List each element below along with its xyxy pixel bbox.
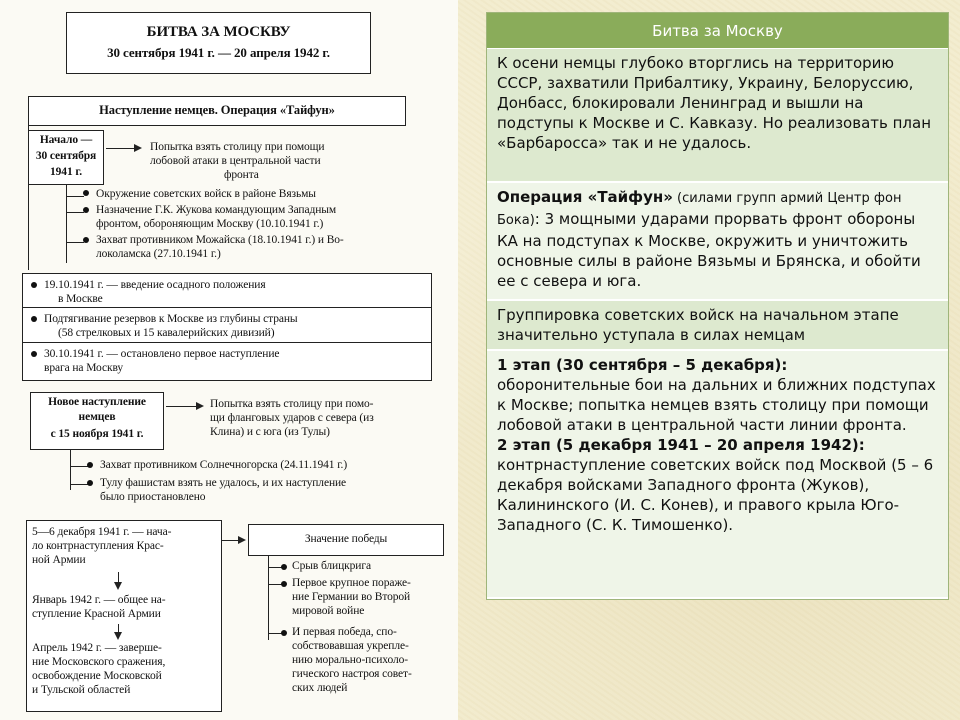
counter2-line-1: Январь 1942 г. — общее на- xyxy=(32,594,166,606)
event1-3a: Захват противником Можайска (18.10.1941 г.) и Во- xyxy=(96,234,344,246)
stage2-label: 2 этап (5 декабря 1941 – 20 апреля 1942): xyxy=(497,436,865,454)
attempt2-line-3: Клина) и с юга (из Тулы) xyxy=(210,426,330,438)
counter1-line-3: ной Армии xyxy=(32,554,86,566)
row-stages xyxy=(487,351,948,599)
new-offensive-line-1: Новое наступление xyxy=(48,396,146,408)
attempt1-line-1: Попытка взять столицу при помощи xyxy=(150,141,325,153)
stage2-text: контрнаступление советских войск под Москвой (5 – 6 декабря войсками Западного фронта (Жуков), Калининского (И. С. Конев), и правого крыла Юго-Западного (С. К. Тимошенко). xyxy=(497,456,934,534)
significance-3b: собствовавшая укрепле- xyxy=(292,640,409,652)
stage1-label: 1 этап (30 сентября – 5 декабря): xyxy=(497,356,788,374)
significance-1: Срыв блицкрига xyxy=(292,560,371,572)
significance-3e: ских людей xyxy=(292,682,348,694)
start-line-2: 30 сентября xyxy=(35,150,97,162)
event2-1a: 19.10.1941 г. — введение осадного положения xyxy=(44,279,266,291)
counter3-line-1: Апрель 1942 г. — заверше- xyxy=(32,642,162,654)
typhoon-forces: (силами групп армий Центр фон Бока) xyxy=(497,191,902,228)
event2-2b: (58 стрелковых и 15 кавалерийских дивизий) xyxy=(58,327,275,339)
significance-header: Значение победы xyxy=(304,533,388,545)
significance-2c: мировой войне xyxy=(292,605,365,617)
offensive-header: Наступление немцев. Операция «Тайфун» xyxy=(99,103,335,117)
title-box xyxy=(66,12,371,74)
event3-2b: было приостановлено xyxy=(100,491,206,503)
counter2-line-2: ступление Красной Армии xyxy=(32,608,161,620)
typhoon-plan: : 3 мощными ударами прорвать фронт обороны КА на подступах к Москве, окружить и уничтожить основные силы в районе Вязьмы и Брянска, и обойти ее с севера и юга. xyxy=(497,210,921,290)
row-typhoon xyxy=(487,183,948,301)
attempt1-line-2: лобовой атаки в центральной части xyxy=(150,155,321,167)
attempt1-line-3: фронта xyxy=(224,169,259,181)
event2-3a: 30.10.1941 г. — остановлено первое наступление xyxy=(44,348,280,360)
table-title: Битва за Москву xyxy=(487,13,948,49)
scan-title-dates: 30 сентября 1941 г. — 20 апреля 1942 г. xyxy=(107,45,330,60)
attempt2-line-2: щи фланговых ударов с севера (из xyxy=(210,412,374,424)
stage1-text: оборонительные бои на дальних и ближних подступах к Москве; попытка немцев взять столицу при помощи лобовой атаки в центральной части линии фронта. xyxy=(497,376,936,434)
typhoon-label: Операция «Тайфун» xyxy=(497,188,673,206)
event3-2a: Тулу фашистам взять не удалось, и их наступление xyxy=(100,477,347,489)
event1-1: Окружение советских войск в районе Вязьмы xyxy=(96,188,316,200)
new-offensive-line-3: с 15 ноября 1941 г. xyxy=(50,428,144,440)
event1-3b: локоламска (27.10.1941 г.) xyxy=(96,248,221,260)
event3-1: Захват противником Солнечногорска (24.11.1941 г.) xyxy=(100,459,348,471)
counter1-line-2: ло контрнаступления Крас- xyxy=(32,540,164,552)
event2-3b: врага на Москву xyxy=(44,362,124,374)
counter3-line-3: освобождение Московской xyxy=(32,670,162,682)
schema-scan xyxy=(0,0,458,720)
event1-2b: фронтом, обороняющим Москву (10.10.1941 г.) xyxy=(96,218,324,230)
start-line-1: Начало — xyxy=(39,134,93,146)
scan-title: БИТВА ЗА МОСКВУ xyxy=(146,24,291,40)
row-background-text: К осени немцы глубоко вторглись на территорию СССР, захватили Прибалтику, Украину, Белоруссию, Донбасс, блокировали Ленинград и вышли на подступы к Москве и С. Кавказу. Но реализовать план «Барбаросса» так и не удалось. xyxy=(497,54,932,152)
forces-text: Группировка советских войск на начальном этапе значительно уступала в силах немцам xyxy=(497,306,899,344)
row-forces xyxy=(487,301,948,351)
event2-2a: Подтягивание резервов к Москве из глубины страны xyxy=(44,313,298,325)
significance-3a: И первая победа, спо- xyxy=(292,626,397,638)
significance-2b: ние Германии во Второй xyxy=(292,591,411,603)
counter3-line-2: ние Московского сражения, xyxy=(32,656,166,668)
significance-3c: нию морально-психоло- xyxy=(292,654,409,666)
counter1-line-1: 5—6 декабря 1941 г. — нача- xyxy=(32,526,172,538)
battle-summary-table xyxy=(486,12,949,600)
attempt2-line-1: Попытка взять столицу при помо- xyxy=(210,398,374,410)
new-offensive-line-2: немцев xyxy=(78,411,116,423)
event1-2a: Назначение Г.К. Жукова командующим Западным xyxy=(96,204,337,216)
start-line-3: 1941 г. xyxy=(50,166,82,178)
event2-1b: в Москве xyxy=(58,293,103,305)
significance-3d: гического настроя совет- xyxy=(292,668,412,680)
row-background xyxy=(487,49,948,183)
counter3-line-4: и Тульской областей xyxy=(32,684,131,696)
significance-2a: Первое крупное пораже- xyxy=(292,577,411,589)
